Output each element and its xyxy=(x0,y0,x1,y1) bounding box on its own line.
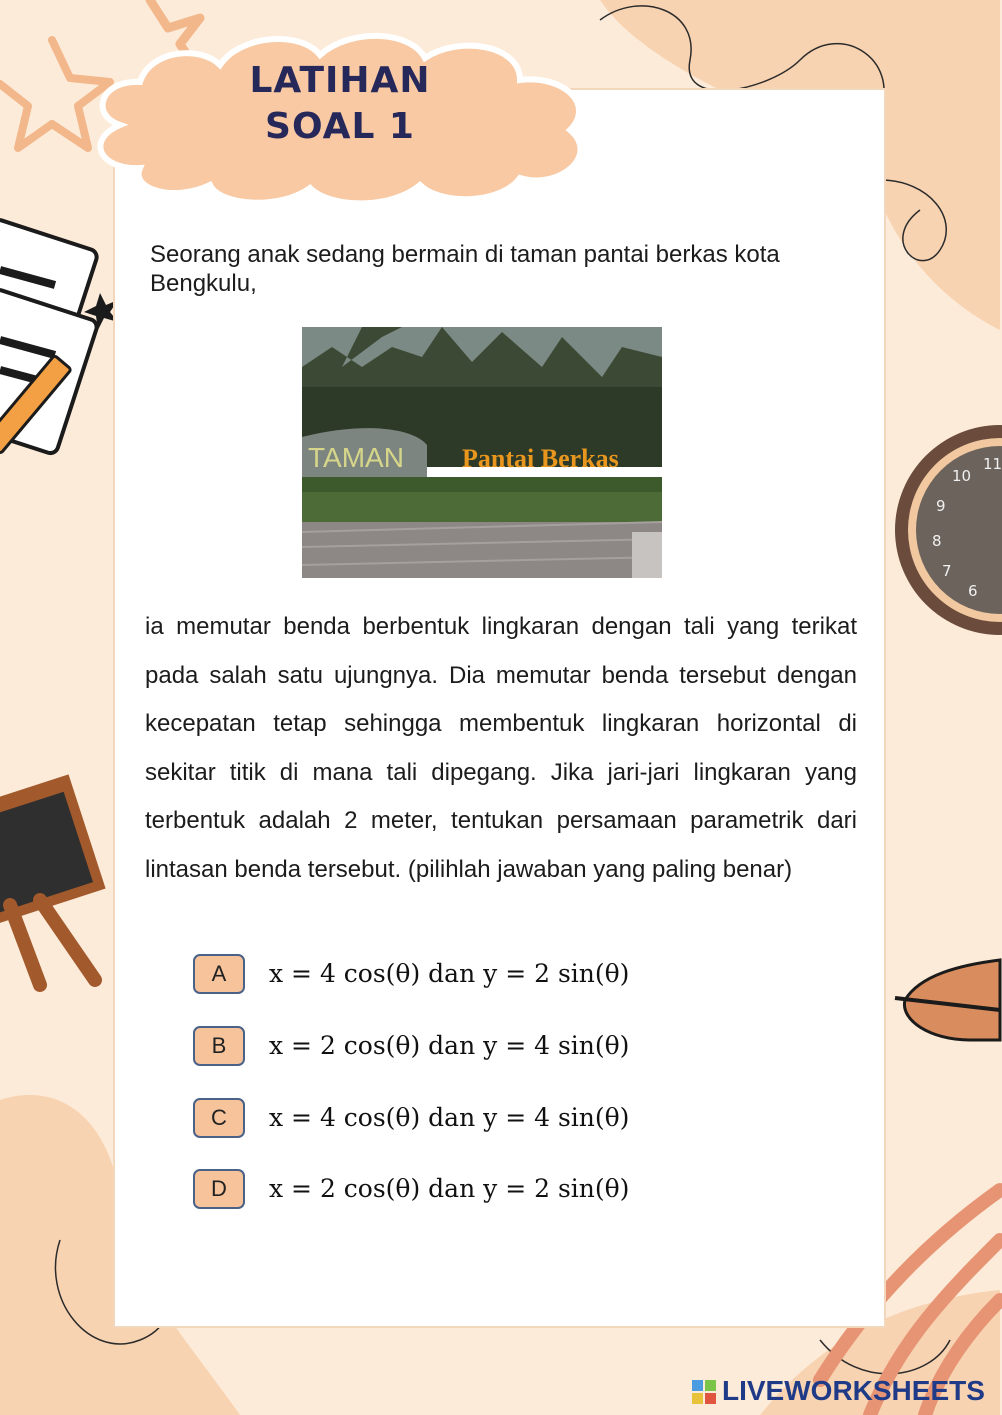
option-a-button[interactable]: A xyxy=(193,954,245,994)
sign-taman: TAMAN xyxy=(308,442,404,473)
writing-hand-icon xyxy=(895,960,1000,1040)
option-c-button[interactable]: C xyxy=(193,1098,245,1138)
option-d[interactable] xyxy=(193,1169,713,1213)
clock-number: 8 xyxy=(932,532,942,550)
clock-number: 6 xyxy=(968,582,978,600)
option-c[interactable] xyxy=(193,1098,713,1142)
title-line-1: LATIHAN xyxy=(249,60,431,101)
page-title xyxy=(150,58,530,150)
clock-number: 11 xyxy=(983,455,1002,473)
clock-numbers xyxy=(928,450,1000,620)
brand-name: LIVEWORKSHEETS xyxy=(722,1375,985,1406)
clock-number: 7 xyxy=(942,562,952,580)
clock-number: 9 xyxy=(936,497,946,515)
question-text: ia memutar benda berbentuk lingkaran dengan tali yang terikat pada salah satu ujungnya. Dia memutar benda tersebut dengan kecepatan tetap sehingga membentuk lingkaran horizontal di sekitar titik di mana tali dipegang. Jika jari-jari lingkaran yang terbentuk adalah 2 meter, tentukan persamaan parametrik dari lintasan benda tersebut. (pilihlah jawaban yang paling benar) xyxy=(145,613,857,883)
park-photo xyxy=(302,327,662,578)
option-b-formula: x = 2 cos(θ) dan y = 4 sin(θ) xyxy=(269,1031,630,1060)
chalkboard-icon xyxy=(0,774,106,985)
title-line-2: SOAL 1 xyxy=(265,106,415,147)
option-d-button[interactable]: D xyxy=(193,1169,245,1209)
option-a-formula: x = 4 cos(θ) dan y = 2 sin(θ) xyxy=(269,959,630,988)
clock-number: 10 xyxy=(952,467,972,485)
option-c-formula: x = 4 cos(θ) dan y = 4 sin(θ) xyxy=(269,1103,630,1132)
liveworksheets-logo-icon xyxy=(690,1378,718,1406)
intro-text: Seorang anak sedang bermain di taman pantai berkas kota Bengkulu, xyxy=(150,241,780,297)
option-d-formula: x = 2 cos(θ) dan y = 2 sin(θ) xyxy=(269,1174,630,1203)
sign-pantai-berkas: Pantai Berkas xyxy=(462,444,619,473)
option-a[interactable] xyxy=(193,954,713,998)
papers-pencil-icon xyxy=(0,218,118,455)
option-b[interactable] xyxy=(193,1026,713,1070)
option-b-button[interactable]: B xyxy=(193,1026,245,1066)
